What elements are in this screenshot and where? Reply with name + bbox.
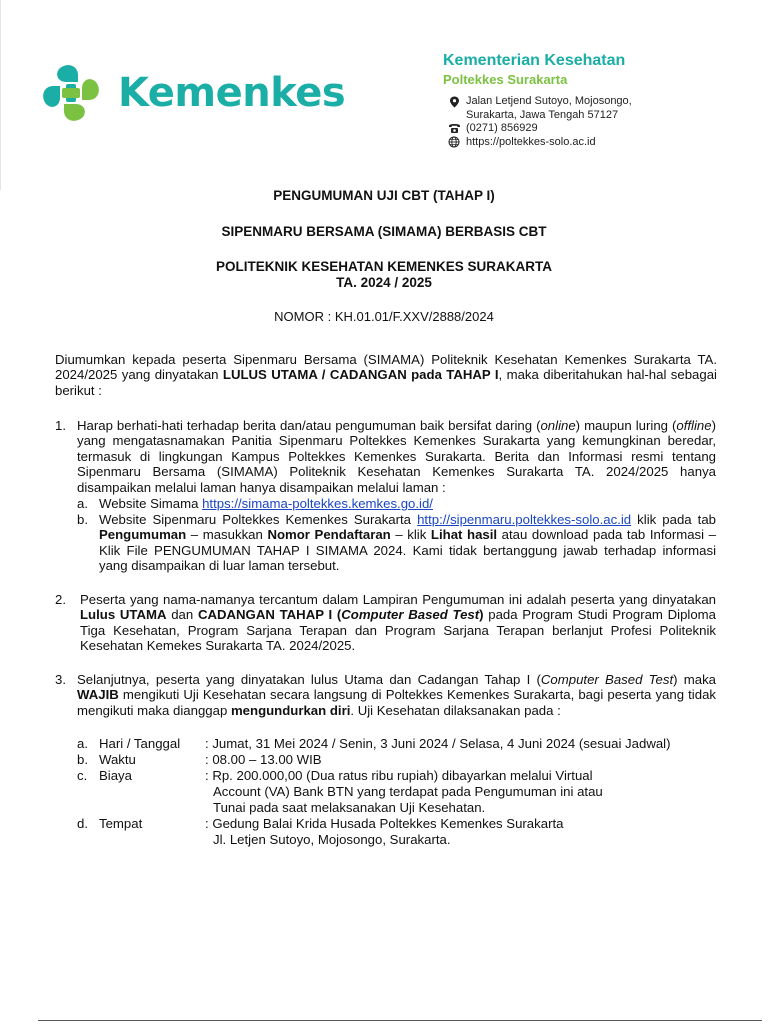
organization-block <box>443 51 625 88</box>
heading-title-3: POLITEKNIK KESEHATAN KEMENKES SURAKARTA <box>215 259 552 274</box>
contact-block <box>446 95 632 149</box>
schedule-b-label: Waktu <box>99 752 136 767</box>
page-edge-line <box>0 0 1 190</box>
document-number: NOMOR : KH.01.01/F.XXV/2888/2024 <box>274 309 494 324</box>
kemenkes-logo-icon <box>38 60 104 126</box>
phone-row <box>446 122 632 136</box>
schedule-c-letter: c. <box>77 768 88 783</box>
schedule-a-value: : Jumat, 31 Mei 2024 / Senin, 3 Juni 2024 / Selasa, 4 Juni 2024 (sesuai Jadwal) <box>205 736 671 751</box>
heading-title-1: PENGUMUMAN UJI CBT (TAHAP I) <box>273 188 495 203</box>
schedule-c-value-3: Tunai pada saat melaksanakan Uji Kesehatan. <box>213 800 486 815</box>
item-1b-text: Website Sipenmaru Poltekkes Kemenkes Surakarta http://sipenmaru.poltekkes-solo.ac.id klik pada tab Pengumuman – masukkan Nomor Pendaftaran – klik Lihat hasil atau download pada tab Informasi – Klik File PENGUMUMAN TAHAP I SIMAMA 2024. Kami tidak bertanggung jawab terhadap informasi yang disampaikan di luar laman tersebut. <box>99 512 717 574</box>
item-1a-letter: a. <box>77 496 88 511</box>
address-row <box>446 95 632 122</box>
phone-icon <box>446 122 462 135</box>
brand-wordmark: Kemenkes <box>118 70 346 116</box>
item-1b-letter: b. <box>77 512 88 527</box>
footer-divider <box>38 1020 762 1021</box>
heading-title-2: SIPENMARU BERSAMA (SIMAMA) BERBASIS CBT <box>221 224 547 239</box>
item-1-number: 1. <box>55 418 66 433</box>
schedule-d-letter: d. <box>77 816 88 831</box>
intro-bold: LULUS UTAMA / CADANGAN pada TAHAP I <box>222 367 499 383</box>
item-2-paragraph: Peserta yang nama-namanya tercantum dalam Lampiran Pengumuman ini adalah peserta yang dinyatakan Lulus UTAMA dan CADANGAN TAHAP I (Computer Based Test) pada Program Studi Program Diploma Tiga Kesehatan, Program Sarjana Terapan dan Program Sarjana Terapan berlanjut Profesi Politeknik Kesehatan Kemekes Surakarta TA. 2024/2025. <box>80 592 716 654</box>
simama-link[interactable]: https://simama-poltekkes.kemkes.go.id/ <box>202 496 433 511</box>
item-3-paragraph: Selanjutnya, peserta yang dinyatakan lulus Utama dan Cadangan Tahap I (Computer Based Test) maka WAJIB mengikuti Uji Kesehatan secara langsung di Poltekkes Kemenkes Surakarta, bagi peserta yang tidak mengikuti maka dianggap mengundurkan diri. Uji Kesehatan dilaksanakan pada : <box>77 672 717 718</box>
globe-icon <box>446 136 462 149</box>
schedule-a-label: Hari / Tanggal <box>99 736 181 751</box>
address-line-1: Jalan Letjend Sutoyo, Mojosongo, <box>466 95 632 107</box>
location-pin-icon <box>446 95 462 108</box>
website-text[interactable]: https://poltekkes-solo.ac.id <box>466 135 596 148</box>
item-1a-text: Website Simama https://simama-poltekkes.kemkes.go.id/ <box>99 496 433 511</box>
schedule-c-label: Biaya <box>99 768 132 783</box>
schedule-d-value-1: : Gedung Balai Krida Husada Poltekkes Kemenkes Surakarta <box>205 816 564 831</box>
item-2-number: 2. <box>55 592 66 607</box>
schedule-b-letter: b. <box>77 752 88 767</box>
heading-title-4: TA. 2024 / 2025 <box>336 275 432 290</box>
item-3-number: 3. <box>55 672 66 687</box>
phone-number: (0271) 856929 <box>466 122 538 134</box>
website-row <box>446 136 632 150</box>
schedule-a-letter: a. <box>77 736 88 751</box>
schedule-d-value-2: Jl. Letjen Sutoyo, Mojosongo, Surakarta. <box>213 832 451 847</box>
organization-name: Kementerian Kesehatan <box>443 52 626 69</box>
schedule-c-value-2: Account (VA) Bank BTN yang terdapat pada Pengumuman ini atau <box>213 784 603 799</box>
organization-subname: Poltekkes Surakarta <box>443 72 568 87</box>
sipenmaru-link[interactable]: http://sipenmaru.poltekkes-solo.ac.id <box>417 512 632 527</box>
schedule-b-value: : 08.00 – 13.00 WIB <box>205 752 322 767</box>
schedule-c-value-1: : Rp. 200.000,00 (Dua ratus ribu rupiah) dibayarkan melalui Virtual <box>205 768 593 783</box>
address-line-2: Surakarta, Jawa Tengah 57127 <box>466 108 619 121</box>
intro-paragraph: Diumumkan kepada peserta Sipenmaru Bersama (SIMAMA) Politeknik Kesehatan Kemenkes Surakarta TA. 2024/2025 yang dinyatakan LULUS UTAMA / CADANGAN pada TAHAP I, maka diberitahukan hal-hal sebagai berikut : <box>55 352 717 398</box>
item-1-paragraph: Harap berhati-hati terhadap berita dan/atau pengumuman baik bersifat daring (online) maupun luring (offline) yang mengatasnamakan Panitia Sipenmaru Poltekkes Kemenkes Surakarta yang kemungkinan beredar, termasuk di lingkungan Kampus Poltekkes Kemenkes Surakarta. Berita dan Informasi resmi tentang Sipenmaru Bersama (SIMAMA) Politeknik Kesehatan Kemenkes Surakarta TA. 2024/2025 hanya disampaikan melalui laman hanya disampaikan melalui laman : <box>77 418 716 495</box>
schedule-d-label: Tempat <box>99 816 143 831</box>
